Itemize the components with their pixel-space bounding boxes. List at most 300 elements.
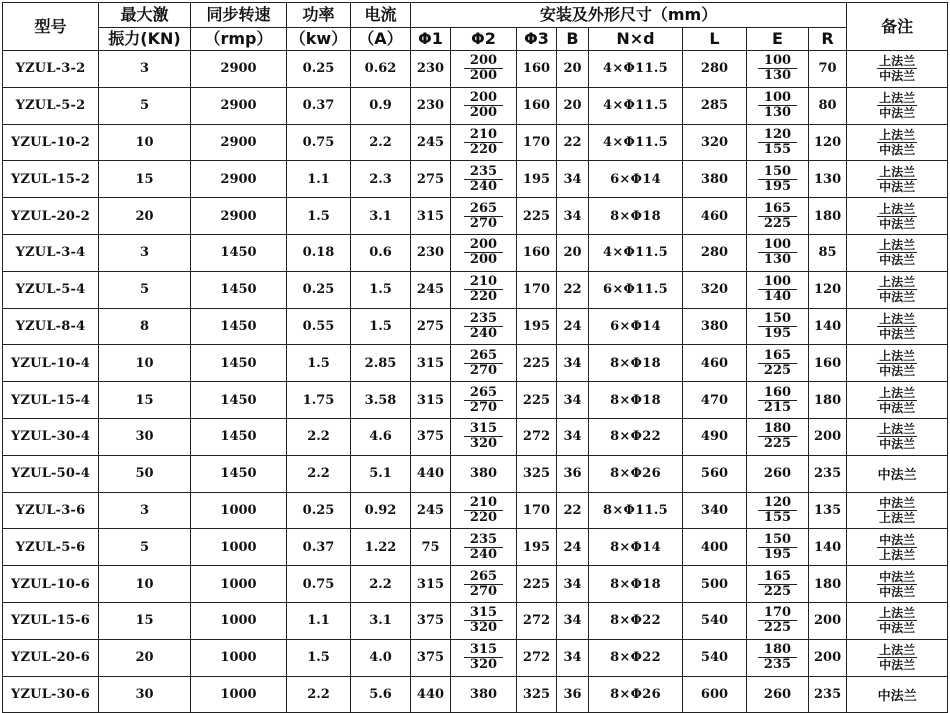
cell-b: 20 [557, 234, 589, 271]
remark-line-2: 中法兰 [879, 658, 916, 673]
remark-stack [847, 238, 947, 267]
cell-l: 460 [683, 198, 747, 235]
header-speed-line2 [191, 28, 287, 51]
cell-e-lower: 130 [763, 252, 792, 268]
cell-phi2-upper: 210 [464, 496, 503, 511]
cell-power: 0.25 [287, 492, 351, 529]
cell-l: 560 [683, 455, 747, 492]
cell-phi2-fraction [451, 419, 516, 455]
cell-force: 8 [99, 308, 191, 345]
header-remark: 备注 [847, 3, 948, 51]
remark-line-2: 中法兰 [879, 621, 916, 636]
cell-l: 470 [683, 382, 747, 419]
cell-e-fraction [747, 235, 808, 271]
cell-l: 285 [683, 87, 747, 124]
cell-e [747, 124, 809, 161]
cell-r: 235 [809, 676, 847, 713]
cell-e-upper: 150 [758, 312, 797, 327]
remark-line-1: 上法兰 [879, 311, 916, 326]
cell-nxd: 8×Φ18 [589, 198, 683, 235]
cell-force: 30 [99, 676, 191, 713]
cell-phi2-upper: 210 [464, 275, 503, 290]
cell-phi2-lower: 200 [469, 252, 498, 268]
cell-phi2-upper: 265 [464, 349, 503, 364]
cell-e [747, 566, 809, 603]
cell-e-upper: 165 [758, 202, 797, 217]
remark-line-1: 上法兰 [879, 606, 916, 621]
cell-remark [847, 87, 948, 124]
cell-l: 280 [683, 51, 747, 88]
cell-phi2 [451, 308, 517, 345]
cell-e-upper: 120 [758, 496, 797, 511]
cell-b: 22 [557, 124, 589, 161]
cell-e-upper: 165 [758, 349, 797, 364]
remark-stack [847, 312, 947, 341]
cell-phi3: 160 [517, 234, 557, 271]
header-phi1: Φ1 [411, 28, 451, 51]
cell-l: 400 [683, 529, 747, 566]
cell-e-lower: 225 [763, 362, 792, 378]
table-row [3, 602, 948, 639]
cell-e-upper: 165 [758, 570, 797, 585]
remark-line-2: 中法兰 [879, 142, 916, 157]
cell-phi2 [451, 345, 517, 382]
header-phi3: Φ3 [517, 28, 557, 51]
cell-phi2-upper: 200 [464, 91, 503, 106]
cell-nxd: 6×Φ14 [589, 308, 683, 345]
cell-r: 180 [809, 382, 847, 419]
cell-nxd: 8×Φ18 [589, 345, 683, 382]
cell-e-upper: 120 [758, 128, 797, 143]
cell-remark [847, 124, 948, 161]
cell-b: 36 [557, 676, 589, 713]
remark-line-2: 中法兰 [879, 326, 916, 341]
cell-nxd: 6×Φ14 [589, 161, 683, 198]
cell-phi3: 225 [517, 198, 557, 235]
cell-remark [847, 639, 948, 676]
header-force-text-1: 最大激 [120, 5, 169, 24]
cell-phi3: 195 [517, 161, 557, 198]
cell-phi2-lower: 270 [469, 215, 498, 231]
cell-l: 540 [683, 639, 747, 676]
cell-e-lower: 225 [763, 620, 792, 636]
cell-phi2 [451, 234, 517, 271]
cell-e [747, 234, 809, 271]
cell-power: 0.25 [287, 271, 351, 308]
cell-force: 3 [99, 51, 191, 88]
cell-remark: 中法兰 [847, 455, 948, 492]
cell-e-upper: 100 [758, 275, 797, 290]
cell-power: 2.2 [287, 676, 351, 713]
cell-phi2-fraction [451, 566, 516, 602]
cell-phi2-upper: 200 [464, 238, 503, 253]
cell-phi1: 230 [411, 87, 451, 124]
cell-speed: 1000 [191, 529, 287, 566]
cell-model: YZUL-10-4 [3, 345, 99, 382]
cell-r: 140 [809, 308, 847, 345]
cell-phi2 [451, 198, 517, 235]
cell-model: YZUL-10-6 [3, 566, 99, 603]
cell-nxd: 4×Φ11.5 [589, 51, 683, 88]
cell-force: 10 [99, 566, 191, 603]
cell-current: 1.22 [351, 529, 411, 566]
header-power-line2 [287, 28, 351, 51]
cell-speed: 1000 [191, 676, 287, 713]
header-power-text-2: （kw） [289, 29, 348, 48]
remark-stack [847, 275, 947, 304]
table-row [3, 308, 948, 345]
cell-phi2-upper: 315 [464, 422, 503, 437]
cell-phi1: 275 [411, 161, 451, 198]
remark-line-1: 上法兰 [879, 385, 916, 400]
cell-power: 0.75 [287, 124, 351, 161]
table-row [3, 198, 948, 235]
cell-nxd: 8×Φ14 [589, 529, 683, 566]
cell-phi3: 195 [517, 529, 557, 566]
cell-b: 20 [557, 51, 589, 88]
header-force-line2 [99, 28, 191, 51]
table-body [3, 51, 948, 713]
cell-remark [847, 418, 948, 455]
table-row [3, 492, 948, 529]
cell-b: 24 [557, 308, 589, 345]
cell-phi2-lower: 220 [469, 289, 498, 305]
cell-remark [847, 271, 948, 308]
cell-b: 22 [557, 492, 589, 529]
table-row [3, 418, 948, 455]
cell-speed: 1450 [191, 455, 287, 492]
cell-e [747, 639, 809, 676]
cell-e: 260 [747, 676, 809, 713]
cell-e-lower: 130 [763, 105, 792, 121]
cell-speed: 1450 [191, 308, 287, 345]
header-l: L [683, 28, 747, 51]
remark-line-2: 上法兰 [879, 510, 916, 525]
cell-r: 160 [809, 345, 847, 382]
cell-e: 260 [747, 455, 809, 492]
cell-b: 34 [557, 345, 589, 382]
cell-l: 320 [683, 124, 747, 161]
cell-b: 34 [557, 639, 589, 676]
remark-line-2: 中法兰 [879, 69, 916, 84]
cell-nxd: 8×Φ18 [589, 382, 683, 419]
cell-remark: 中法兰 [847, 676, 948, 713]
cell-speed: 1000 [191, 566, 287, 603]
cell-r: 200 [809, 418, 847, 455]
cell-b: 34 [557, 418, 589, 455]
cell-e-lower: 195 [763, 325, 792, 341]
cell-e-lower: 195 [763, 178, 792, 194]
cell-current: 4.6 [351, 418, 411, 455]
cell-speed: 1000 [191, 492, 287, 529]
cell-b: 34 [557, 161, 589, 198]
table-row [3, 234, 948, 271]
remark-stack [847, 202, 947, 231]
cell-model: YZUL-5-2 [3, 87, 99, 124]
cell-nxd: 8×Φ22 [589, 639, 683, 676]
cell-power: 0.55 [287, 308, 351, 345]
cell-current: 3.1 [351, 602, 411, 639]
remark-line-1: 中法兰 [879, 569, 916, 584]
cell-current: 3.1 [351, 198, 411, 235]
header-speed-text-2: （rmp） [204, 29, 273, 48]
cell-nxd: 8×Φ18 [589, 566, 683, 603]
table-row [3, 676, 948, 713]
cell-phi1: 375 [411, 639, 451, 676]
table-row [3, 382, 948, 419]
cell-current: 2.3 [351, 161, 411, 198]
remark-line-1: 上法兰 [879, 201, 916, 216]
cell-phi1: 75 [411, 529, 451, 566]
cell-phi2-fraction [451, 603, 516, 639]
cell-r: 200 [809, 602, 847, 639]
cell-force: 3 [99, 234, 191, 271]
cell-e-lower: 155 [763, 509, 792, 525]
cell-e-upper: 100 [758, 91, 797, 106]
cell-b: 22 [557, 271, 589, 308]
cell-power: 1.75 [287, 382, 351, 419]
cell-e-lower: 140 [763, 289, 792, 305]
cell-e-fraction [747, 493, 808, 529]
remark-stack [847, 606, 947, 635]
remark-line-1: 上法兰 [879, 127, 916, 142]
cell-remark [847, 602, 948, 639]
remark-line-2: 中法兰 [879, 290, 916, 305]
cell-phi3: 272 [517, 418, 557, 455]
cell-speed: 2900 [191, 161, 287, 198]
cell-power: 0.25 [287, 51, 351, 88]
cell-force: 5 [99, 271, 191, 308]
remark-line-2: 中法兰 [879, 584, 916, 599]
cell-speed: 1450 [191, 382, 287, 419]
cell-phi2-lower: 320 [469, 620, 498, 636]
remark-line-1: 上法兰 [879, 91, 916, 106]
cell-phi2-fraction [451, 493, 516, 529]
cell-phi3: 170 [517, 492, 557, 529]
cell-current: 0.92 [351, 492, 411, 529]
cell-r: 140 [809, 529, 847, 566]
cell-e-upper: 100 [758, 238, 797, 253]
cell-force: 10 [99, 124, 191, 161]
remark-line-2: 中法兰 [879, 437, 916, 452]
cell-model: YZUL-5-6 [3, 529, 99, 566]
cell-nxd: 8×Φ11.5 [589, 492, 683, 529]
cell-phi2-upper: 235 [464, 533, 503, 548]
remark-stack [847, 533, 947, 562]
cell-b: 20 [557, 87, 589, 124]
cell-phi1: 315 [411, 566, 451, 603]
cell-e [747, 602, 809, 639]
cell-e-fraction [747, 382, 808, 418]
cell-e-lower: 215 [763, 399, 792, 415]
cell-nxd: 8×Φ22 [589, 602, 683, 639]
cell-e [747, 492, 809, 529]
cell-e-lower: 195 [763, 546, 792, 562]
cell-force: 15 [99, 382, 191, 419]
cell-current: 0.9 [351, 87, 411, 124]
cell-speed: 2900 [191, 87, 287, 124]
cell-phi2-lower: 240 [469, 178, 498, 194]
remark-stack [847, 643, 947, 672]
remark-line-2: 中法兰 [879, 253, 916, 268]
header-r: R [809, 28, 847, 51]
cell-phi2-upper: 235 [464, 165, 503, 180]
cell-e-fraction [747, 419, 808, 455]
cell-phi3: 195 [517, 308, 557, 345]
vibration-motor-spec-table [2, 2, 948, 713]
cell-l: 600 [683, 676, 747, 713]
cell-model: YZUL-15-2 [3, 161, 99, 198]
remark-line-1: 上法兰 [879, 238, 916, 253]
cell-r: 120 [809, 124, 847, 161]
cell-phi2 [451, 418, 517, 455]
cell-phi2-upper: 210 [464, 128, 503, 143]
cell-power: 1.5 [287, 198, 351, 235]
cell-r: 80 [809, 87, 847, 124]
cell-phi2-lower: 220 [469, 141, 498, 157]
cell-e [747, 308, 809, 345]
cell-phi2-upper: 200 [464, 54, 503, 69]
cell-model: YZUL-3-4 [3, 234, 99, 271]
cell-model: YZUL-20-2 [3, 198, 99, 235]
cell-phi2 [451, 124, 517, 161]
cell-b: 24 [557, 529, 589, 566]
cell-nxd: 8×Φ26 [589, 676, 683, 713]
header-force-text-2: 振力(KN) [108, 29, 181, 48]
cell-phi3: 325 [517, 676, 557, 713]
cell-r: 180 [809, 198, 847, 235]
remark-line-2: 中法兰 [879, 216, 916, 231]
cell-e [747, 271, 809, 308]
cell-e-fraction [747, 309, 808, 345]
cell-phi2 [451, 566, 517, 603]
cell-e-lower: 225 [763, 436, 792, 452]
cell-force: 15 [99, 602, 191, 639]
cell-speed: 2900 [191, 198, 287, 235]
cell-force: 20 [99, 639, 191, 676]
cell-nxd: 4×Φ11.5 [589, 87, 683, 124]
cell-speed: 1000 [191, 639, 287, 676]
cell-phi2 [451, 51, 517, 88]
cell-current: 2.85 [351, 345, 411, 382]
cell-phi2-fraction [451, 125, 516, 161]
header-current-text-1: 电流 [364, 5, 397, 24]
cell-l: 490 [683, 418, 747, 455]
cell-current: 0.6 [351, 234, 411, 271]
table-row [3, 529, 948, 566]
cell-remark [847, 51, 948, 88]
cell-phi1: 315 [411, 345, 451, 382]
remark-line-1: 上法兰 [879, 275, 916, 290]
cell-phi2-lower: 270 [469, 399, 498, 415]
remark-stack [847, 349, 947, 378]
cell-current: 4.0 [351, 639, 411, 676]
cell-phi3: 225 [517, 566, 557, 603]
cell-phi2-upper: 315 [464, 606, 503, 621]
cell-nxd: 8×Φ22 [589, 418, 683, 455]
cell-current: 2.2 [351, 124, 411, 161]
cell-phi2 [451, 602, 517, 639]
cell-b: 34 [557, 566, 589, 603]
cell-phi1: 440 [411, 676, 451, 713]
remark-stack [847, 165, 947, 194]
cell-phi3: 170 [517, 271, 557, 308]
cell-e [747, 382, 809, 419]
cell-model: YZUL-20-6 [3, 639, 99, 676]
cell-phi3: 160 [517, 87, 557, 124]
table-row [3, 87, 948, 124]
cell-model: YZUL-3-6 [3, 492, 99, 529]
cell-power: 0.18 [287, 234, 351, 271]
cell-e-upper: 100 [758, 54, 797, 69]
cell-speed: 1450 [191, 234, 287, 271]
cell-phi2-lower: 200 [469, 105, 498, 121]
cell-e-upper: 150 [758, 533, 797, 548]
remark-line-1: 上法兰 [879, 54, 916, 69]
cell-phi2-fraction [451, 382, 516, 418]
table-row [3, 455, 948, 492]
cell-phi2-fraction [451, 272, 516, 308]
cell-force: 5 [99, 529, 191, 566]
cell-phi2-fraction [451, 640, 516, 676]
cell-e-upper: 180 [758, 422, 797, 437]
cell-e [747, 529, 809, 566]
cell-nxd: 4×Φ11.5 [589, 234, 683, 271]
cell-r: 120 [809, 271, 847, 308]
remark-line-1: 中法兰 [879, 532, 916, 547]
cell-phi2-fraction [451, 198, 516, 234]
cell-model: YZUL-30-4 [3, 418, 99, 455]
table-row [3, 566, 948, 603]
remark-line-2: 中法兰 [879, 400, 916, 415]
remark-line-1: 上法兰 [879, 348, 916, 363]
cell-remark [847, 529, 948, 566]
cell-l: 340 [683, 492, 747, 529]
remark-stack [847, 128, 947, 157]
cell-phi3: 225 [517, 382, 557, 419]
cell-phi2-lower: 220 [469, 509, 498, 525]
cell-b: 36 [557, 455, 589, 492]
cell-remark [847, 161, 948, 198]
cell-e-lower: 225 [763, 583, 792, 599]
cell-phi2-lower: 240 [469, 546, 498, 562]
cell-nxd: 4×Φ11.5 [589, 124, 683, 161]
cell-phi2 [451, 382, 517, 419]
table-row [3, 124, 948, 161]
remark-stack [847, 496, 947, 525]
cell-model: YZUL-8-4 [3, 308, 99, 345]
cell-e-upper: 150 [758, 165, 797, 180]
cell-e-upper: 170 [758, 606, 797, 621]
cell-e [747, 198, 809, 235]
cell-phi1: 375 [411, 418, 451, 455]
remark-stack [847, 422, 947, 451]
cell-phi1: 245 [411, 271, 451, 308]
cell-e [747, 161, 809, 198]
cell-force: 10 [99, 345, 191, 382]
cell-l: 500 [683, 566, 747, 603]
cell-model: YZUL-10-2 [3, 124, 99, 161]
cell-l: 380 [683, 161, 747, 198]
header-speed-text-1: 同步转速 [206, 5, 271, 24]
cell-phi3: 325 [517, 455, 557, 492]
cell-l: 380 [683, 308, 747, 345]
cell-power: 1.1 [287, 602, 351, 639]
remark-line-1: 上法兰 [879, 164, 916, 179]
cell-current: 3.58 [351, 382, 411, 419]
cell-e [747, 87, 809, 124]
cell-nxd: 6×Φ11.5 [589, 271, 683, 308]
